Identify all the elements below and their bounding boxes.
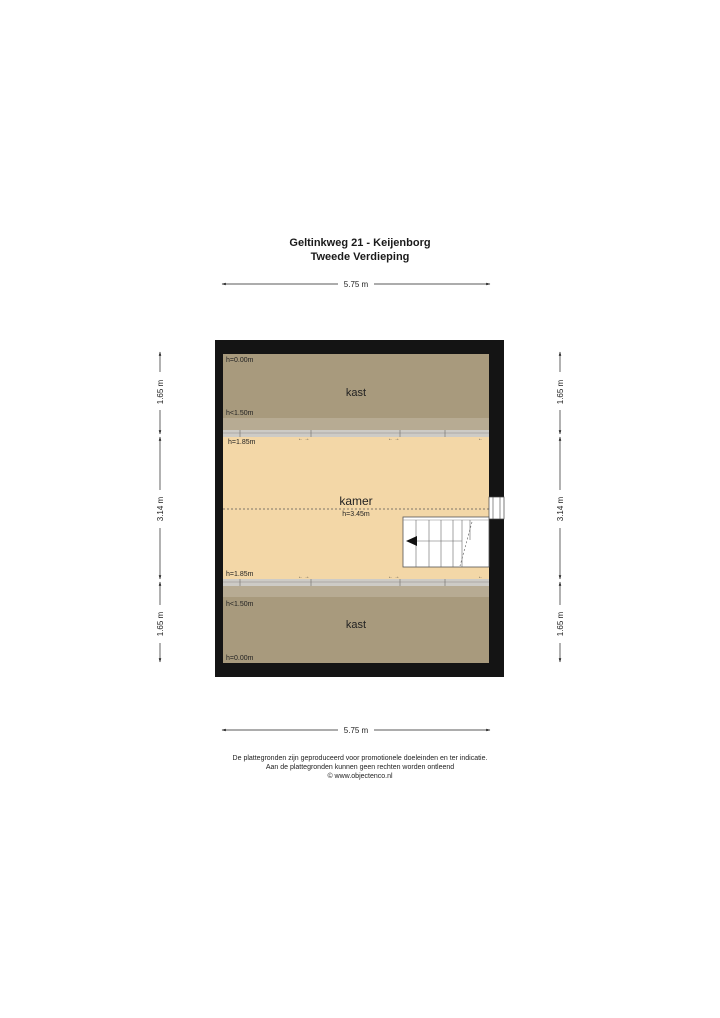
plan-subtitle: Tweede Verdieping bbox=[310, 251, 410, 263]
svg-text:←: ← bbox=[478, 436, 483, 442]
height-label: h=1.85m bbox=[226, 571, 254, 578]
kneewall-top bbox=[223, 418, 489, 430]
dimension-bottom bbox=[222, 726, 490, 735]
svg-text:← →: ← → bbox=[298, 436, 310, 442]
dimension-left bbox=[156, 352, 165, 662]
svg-text:←: ← bbox=[478, 574, 483, 580]
svg-text:3.14 m: 3.14 m bbox=[556, 496, 565, 522]
dimension-top bbox=[222, 280, 490, 289]
room-label-kast-top: kast bbox=[345, 387, 367, 399]
height-label: h=3.45m bbox=[342, 511, 370, 518]
copyright-link[interactable]: © www.objectenco.nl bbox=[327, 773, 393, 780]
svg-text:← →: ← → bbox=[388, 436, 400, 442]
kneewall-bottom bbox=[223, 586, 489, 597]
svg-text:1.65 m: 1.65 m bbox=[156, 611, 165, 637]
svg-text:1.65 m: 1.65 m bbox=[556, 379, 565, 405]
svg-text:1.65 m: 1.65 m bbox=[156, 379, 165, 405]
svg-text:← →: ← → bbox=[298, 574, 310, 580]
roof-beam-bottom bbox=[223, 579, 489, 586]
height-label: h<1.50m bbox=[226, 410, 254, 417]
svg-text:5.75 m: 5.75 m bbox=[343, 280, 369, 289]
height-label: h=0.00m bbox=[226, 357, 254, 364]
svg-text:3.14 m: 3.14 m bbox=[156, 496, 165, 522]
staircase bbox=[403, 517, 489, 567]
window bbox=[489, 497, 504, 519]
height-label: h<1.50m bbox=[226, 601, 254, 608]
roof-beam-top bbox=[223, 430, 489, 437]
svg-text:← →: ← → bbox=[388, 574, 400, 580]
dimension-right bbox=[556, 352, 565, 662]
svg-text:1.65 m: 1.65 m bbox=[556, 611, 565, 637]
disclaimer-line-2: Aan de plattegronden kunnen geen rechten worden ontleend bbox=[265, 764, 455, 771]
height-label: h=0.00m bbox=[226, 655, 254, 662]
plan-title: Geltinkweg 21 - Keijenborg bbox=[289, 237, 431, 249]
room-label-kast-bottom: kast bbox=[345, 619, 367, 631]
height-label: h=1.85m bbox=[228, 439, 256, 446]
disclaimer-line-1: De plattegronden zijn geproduceerd voor promotionele doeleinden en ter indicatie. bbox=[232, 755, 488, 762]
room-label-kamer: kamer bbox=[339, 494, 373, 508]
svg-text:5.75 m: 5.75 m bbox=[343, 726, 369, 735]
